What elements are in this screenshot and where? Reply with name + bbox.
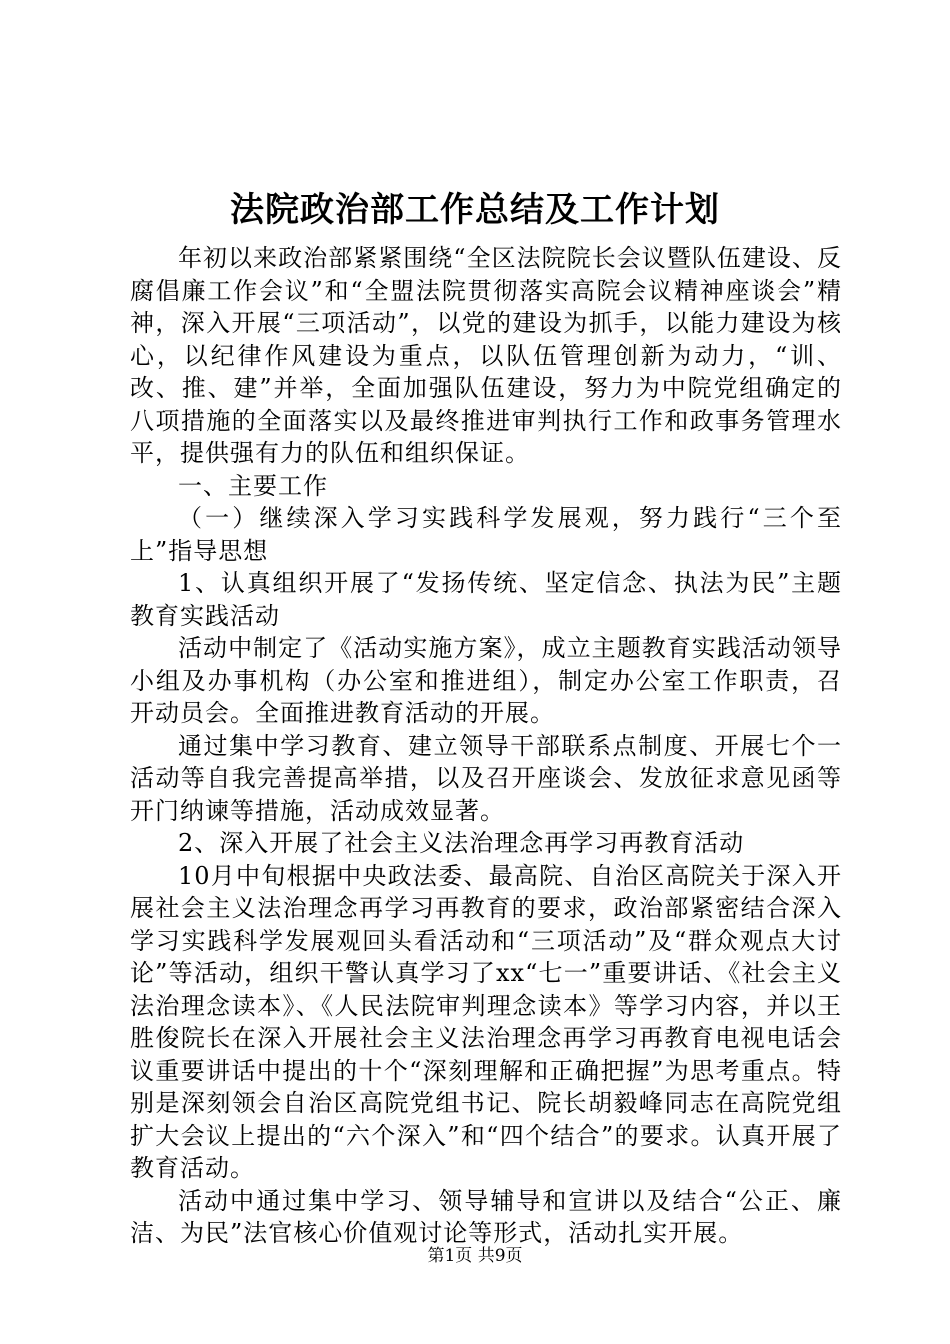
- subsection-heading: （一）继续深入学习实践科学发展观，努力践行“三个至上”指导思想: [130, 504, 842, 565]
- item-heading: 1、认真组织开展了“发扬传统、坚定信念、执法为民”主题教育实践活动: [130, 569, 842, 630]
- page-number: 第1页 共9页: [427, 1246, 523, 1266]
- item-heading: 2、深入开展了社会主义法治理念再学习再教育活动: [178, 829, 745, 857]
- document-body: [130, 242, 842, 1250]
- body-paragraph: 通过集中学习教育、建立领导干部联系点制度、开展七个一活动等自我完善提高举措，以及召开座谈会、发放征求意见函等开门纳谏等措施，活动成效显著。: [130, 731, 842, 825]
- body-paragraph: 年初以来政治部紧紧围绕“全区法院院长会议暨队伍建设、反腐倡廉工作会议”和“全盟法院贯彻落实高院会议精神座谈会”精神，深入开展“三项活动”，以党的建设为抓手，以能力建设为核心，以纪律作风建设为重点，以队伍管理创新为动力，“训、改、推、建”并举，全面加强队伍建设，努力为中院党组确定的八项措施的全面落实以及最终推进审判执行工作和政事务管理水平，提供强有力的队伍和组织保证。: [130, 244, 842, 467]
- body-paragraph: 10月中旬根据中央政法委、最高院、自治区高院关于深入开展社会主义法治理念再学习再教育的要求，政治部紧密结合深入学习实践科学发展观回头看活动和“三项活动”及“群众观点大讨论”等活动，组织干警认真学习了xx“七一”重要讲话、《社会主义法治理念读本》、《人民法院审判理念读本》等学习内容，并以王胜俊院长在深入开展社会主义法治理念再学习再教育电视电话会议重要讲话中提出的十个“深刻理解和正确把握”为思考重点。特别是深刻领会自治区高院党组书记、院长胡毅峰同志在高院党组扩大会议上提出的“六个深入”和“四个结合”的要求。认真开展了教育活动。: [130, 861, 842, 1182]
- document-title: 法院政治部工作总结及工作计划: [230, 190, 720, 230]
- body-paragraph: 活动中通过集中学习、领导辅导和宣讲以及结合“公正、廉洁、为民”法官核心价值观讨论等形式，活动扎实开展。: [130, 1186, 842, 1247]
- section-heading: 一、主要工作: [178, 471, 328, 500]
- body-paragraph: 活动中制定了《活动实施方案》，成立主题教育实践活动领导小组及办事机构（办公室和推进组），制定办公室工作职责，召开动员会。全面推进教育活动的开展。: [130, 634, 842, 727]
